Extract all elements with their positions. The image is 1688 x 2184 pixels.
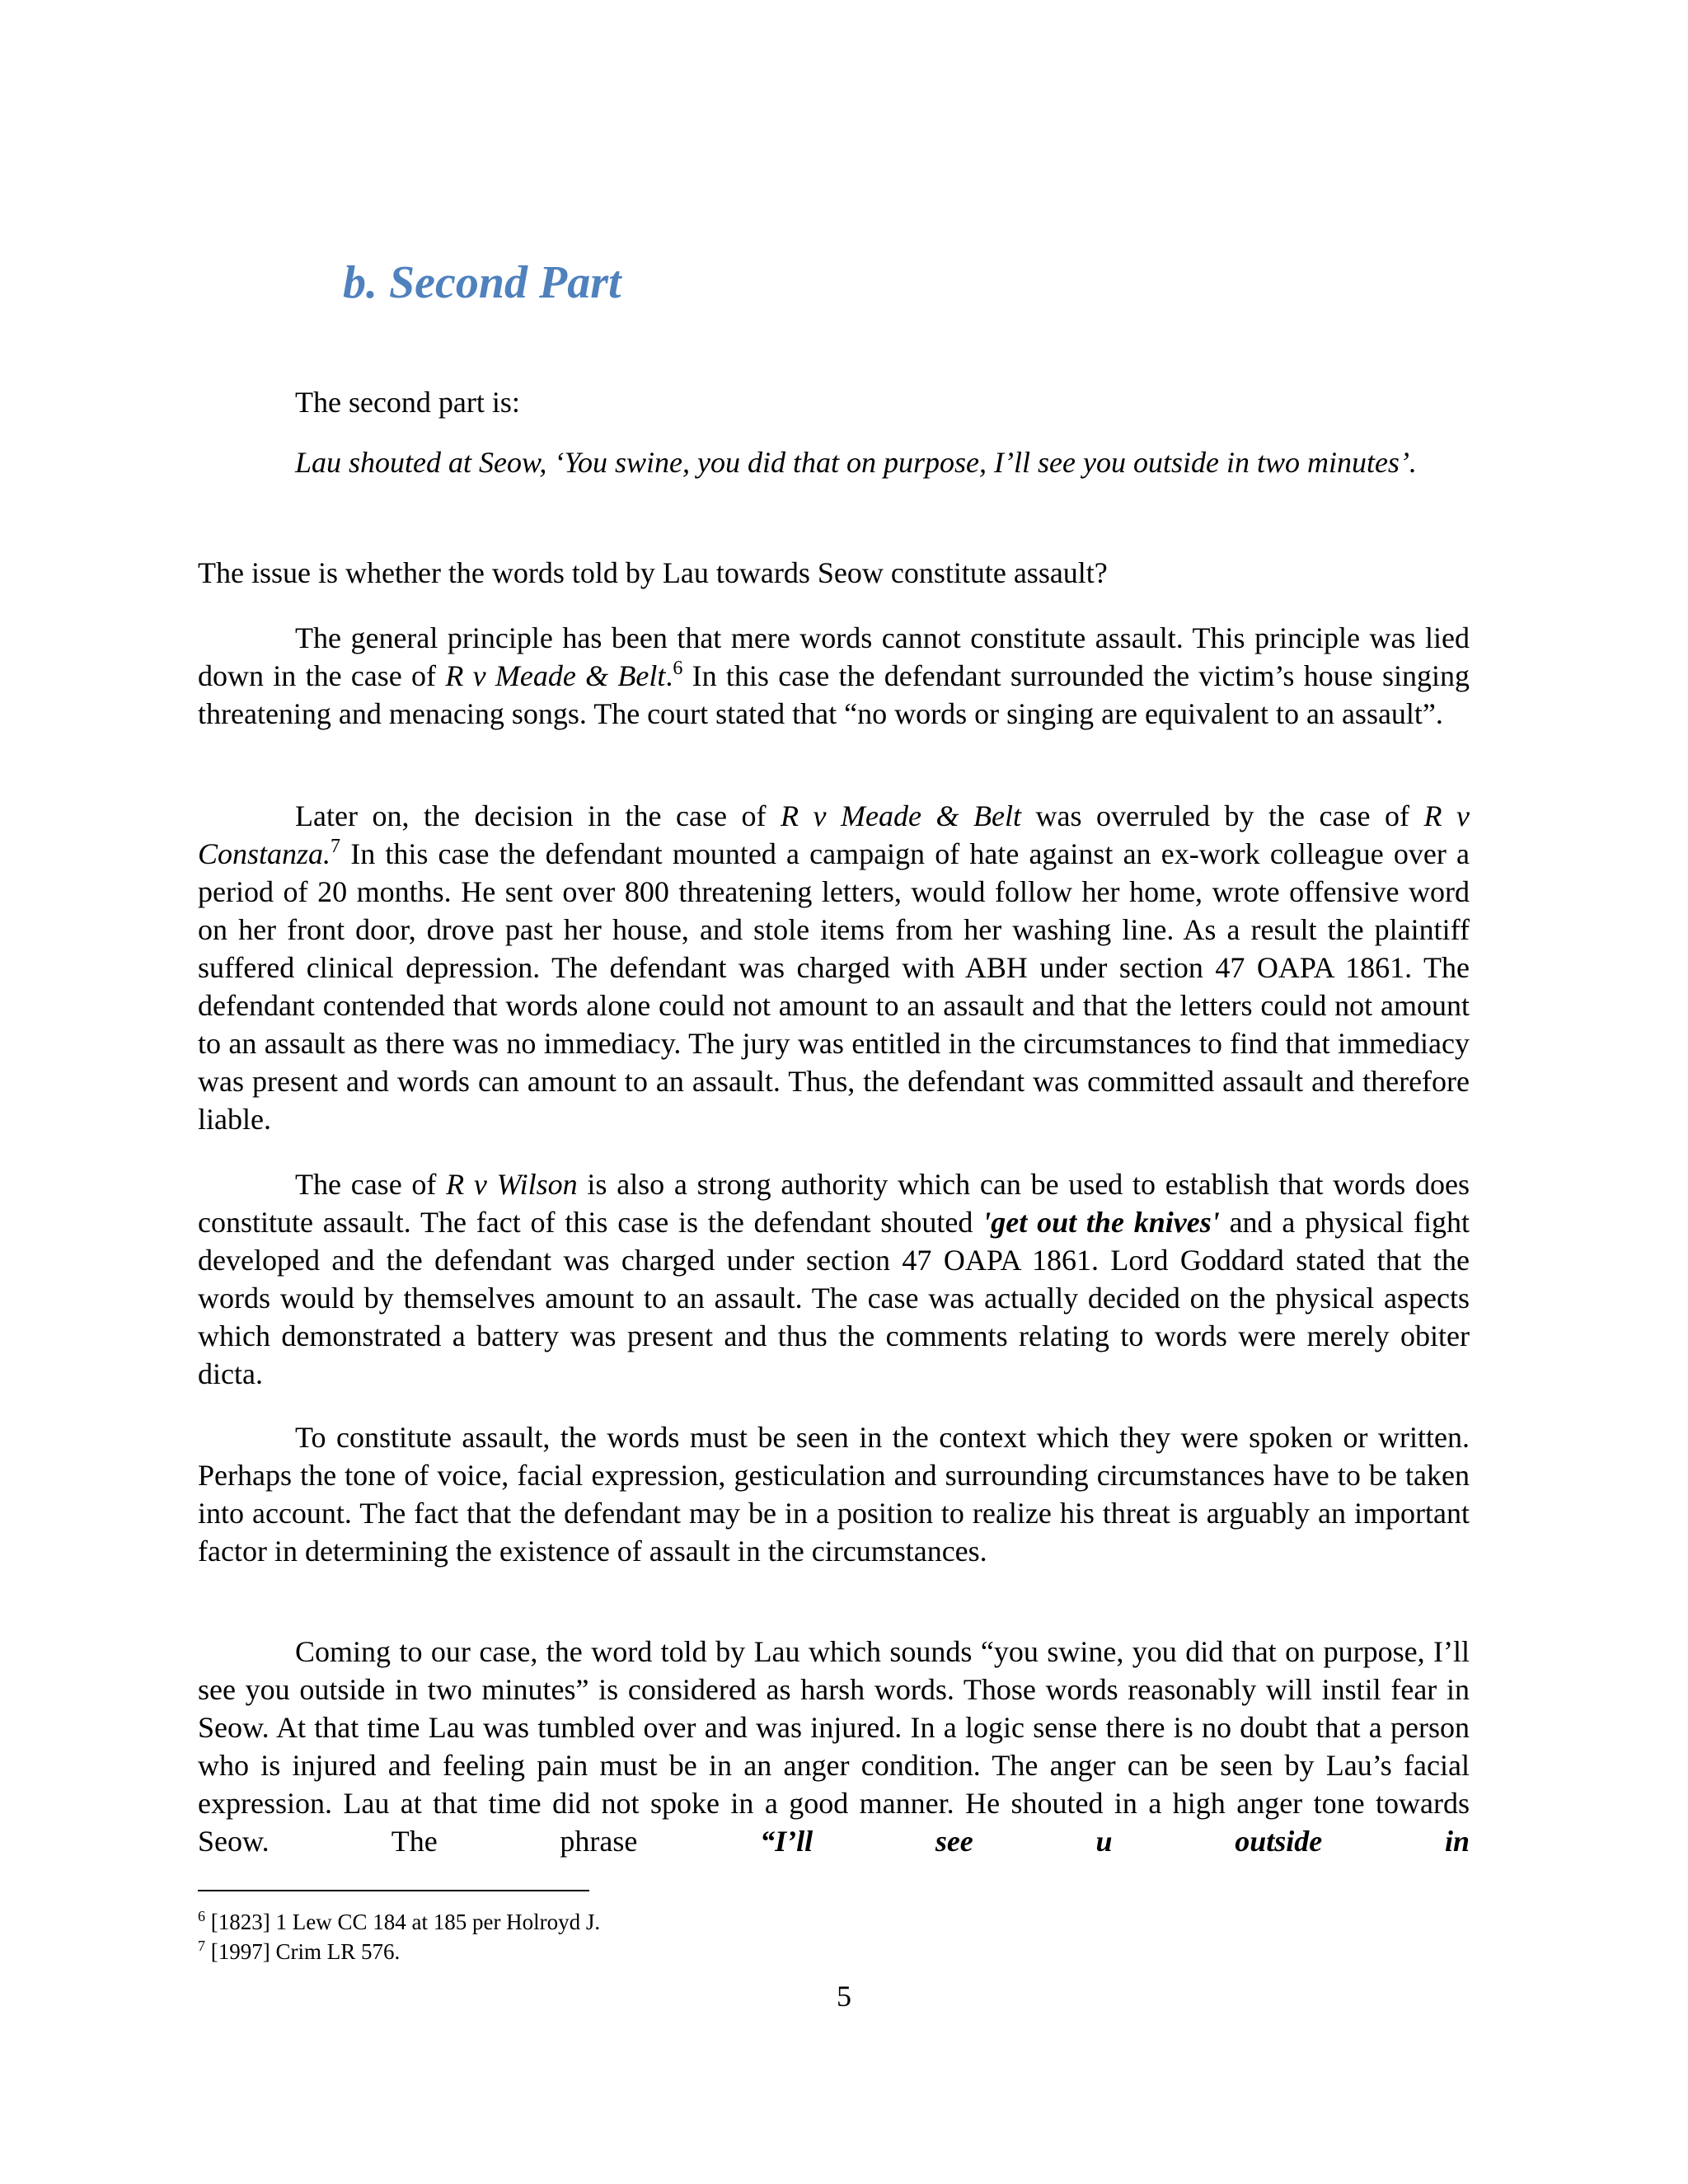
paragraph-text: To constitute assault, the words must be seen in the context which they were spoken or written. Perhaps the tone of voice, facial expression, gesticulation and surrounding circumstances have to be taken into account. The fact that the defendant may be in a position to realize his threat is arguably an important factor in determining the existence of assault in the circumstances. [198, 1421, 1470, 1568]
text-run: . [665, 659, 673, 692]
text-run: is also a strong authority which can be used to establish that words does constitute assault. The fact of this case is the defendant shouted [198, 1168, 1470, 1239]
paragraph-constanza [198, 797, 1470, 1138]
paragraph-text [198, 797, 1470, 1138]
emphasized-quote: 'get out the knives' [982, 1206, 1220, 1239]
paragraph-application [198, 1633, 1470, 1860]
text-run: Later on, the decision in the case of [295, 799, 781, 832]
case-name: R v Wilson [446, 1168, 578, 1201]
text-run: Coming to our case, the word told by Lau which sounds “you swine, you did that on purpose, I’ll see you outside in two minutes” is considered as harsh words. Those words reasonably will instil fear in Seow. At that time Lau was tumbled over and was injured. In a logic sense there is no doubt that a person who is injured and feeling pain must be in an anger condition. The anger can be seen by Lau’s facial expression. Lau at that time did not spoke in a good manner. He shouted in a high anger tone towards Seow. The phrase [198, 1635, 1470, 1858]
emphasized-quote: “I’ll see u outside in [760, 1825, 1470, 1858]
text-run: and a physical fight developed and the defendant was charged under section 47 OAPA 1861. Lord Goddard stated that the words would by themselves amount to an assault. The case was actually decided on the physical aspects which demonstrated a battery was present and thus the comments relating to words were merely obiter dicta. [198, 1206, 1470, 1390]
footnote-text: [1997] Crim LR 576. [210, 1939, 401, 1964]
text-run: The case of [295, 1168, 447, 1201]
paragraph-text [198, 1633, 1470, 1860]
text-run: In this case the defendant mounted a campaign of hate against an ex-work colleague over a period of 20 months. He sent over 800 threatening letters, would follow her home, wrote offensive word on her front door, drove past her house, and stole items from her washing line. As a result the plaintiff suffered clinical depression. The defendant was charged with ABH under section 47 OAPA 1861. The defendant contended that words alone could not amount to an assault and that the letters could not amount to an assault as there was no immediacy. The jury was entitled in the circumstances to find that immediacy was present and words can amount to an assault. Thus, the defendant was committed assault and therefore liable. [198, 837, 1470, 1136]
paragraph-context [198, 1418, 1470, 1570]
case-name: R v Meade & Belt [781, 799, 1021, 832]
case-name: R v Meade & Belt [445, 659, 666, 692]
intro-line [295, 383, 1449, 421]
case-name: R v Constanza. [198, 799, 1470, 870]
footnote-separator [198, 1890, 589, 1891]
page-number: 5 [837, 1980, 851, 2013]
paragraph-text [198, 1165, 1470, 1393]
footnote-6 [198, 1908, 600, 1936]
footnote-7 [198, 1938, 400, 1966]
paragraph-general-principle [198, 619, 1470, 733]
text-run: In this case the defendant surrounded the victim’s house singing threatening and menacing songs. The court stated that “no words or singing are equivalent to an assault”. [198, 659, 1470, 730]
quote-text: Lau shouted at Seow, ‘You swine, you did that on purpose, I’ll see you outside in two minutes’. [295, 446, 1417, 479]
text-run: was overruled by the case of [1021, 799, 1424, 832]
footnote-ref: 6 [673, 658, 683, 679]
text-run: The general principle has been that mere words cannot constitute assault. This principle was lied down in the case of [198, 621, 1470, 692]
issue-statement [198, 554, 1470, 592]
paragraph-wilson [198, 1165, 1470, 1393]
section-heading: b. Second Part [343, 257, 621, 308]
footnote-number: 7 [198, 1938, 205, 1954]
facts-quote [295, 443, 1465, 481]
footnote-ref: 7 [331, 836, 341, 857]
issue-text: The issue is whether the words told by Lau towards Seow constitute assault? [198, 556, 1108, 589]
footnote-text: [1823] 1 Lew CC 184 at 185 per Holroyd J. [210, 1910, 601, 1934]
footnote-number: 6 [198, 1908, 205, 1924]
paragraph-text [198, 619, 1470, 733]
intro-text: The second part is: [295, 386, 520, 419]
